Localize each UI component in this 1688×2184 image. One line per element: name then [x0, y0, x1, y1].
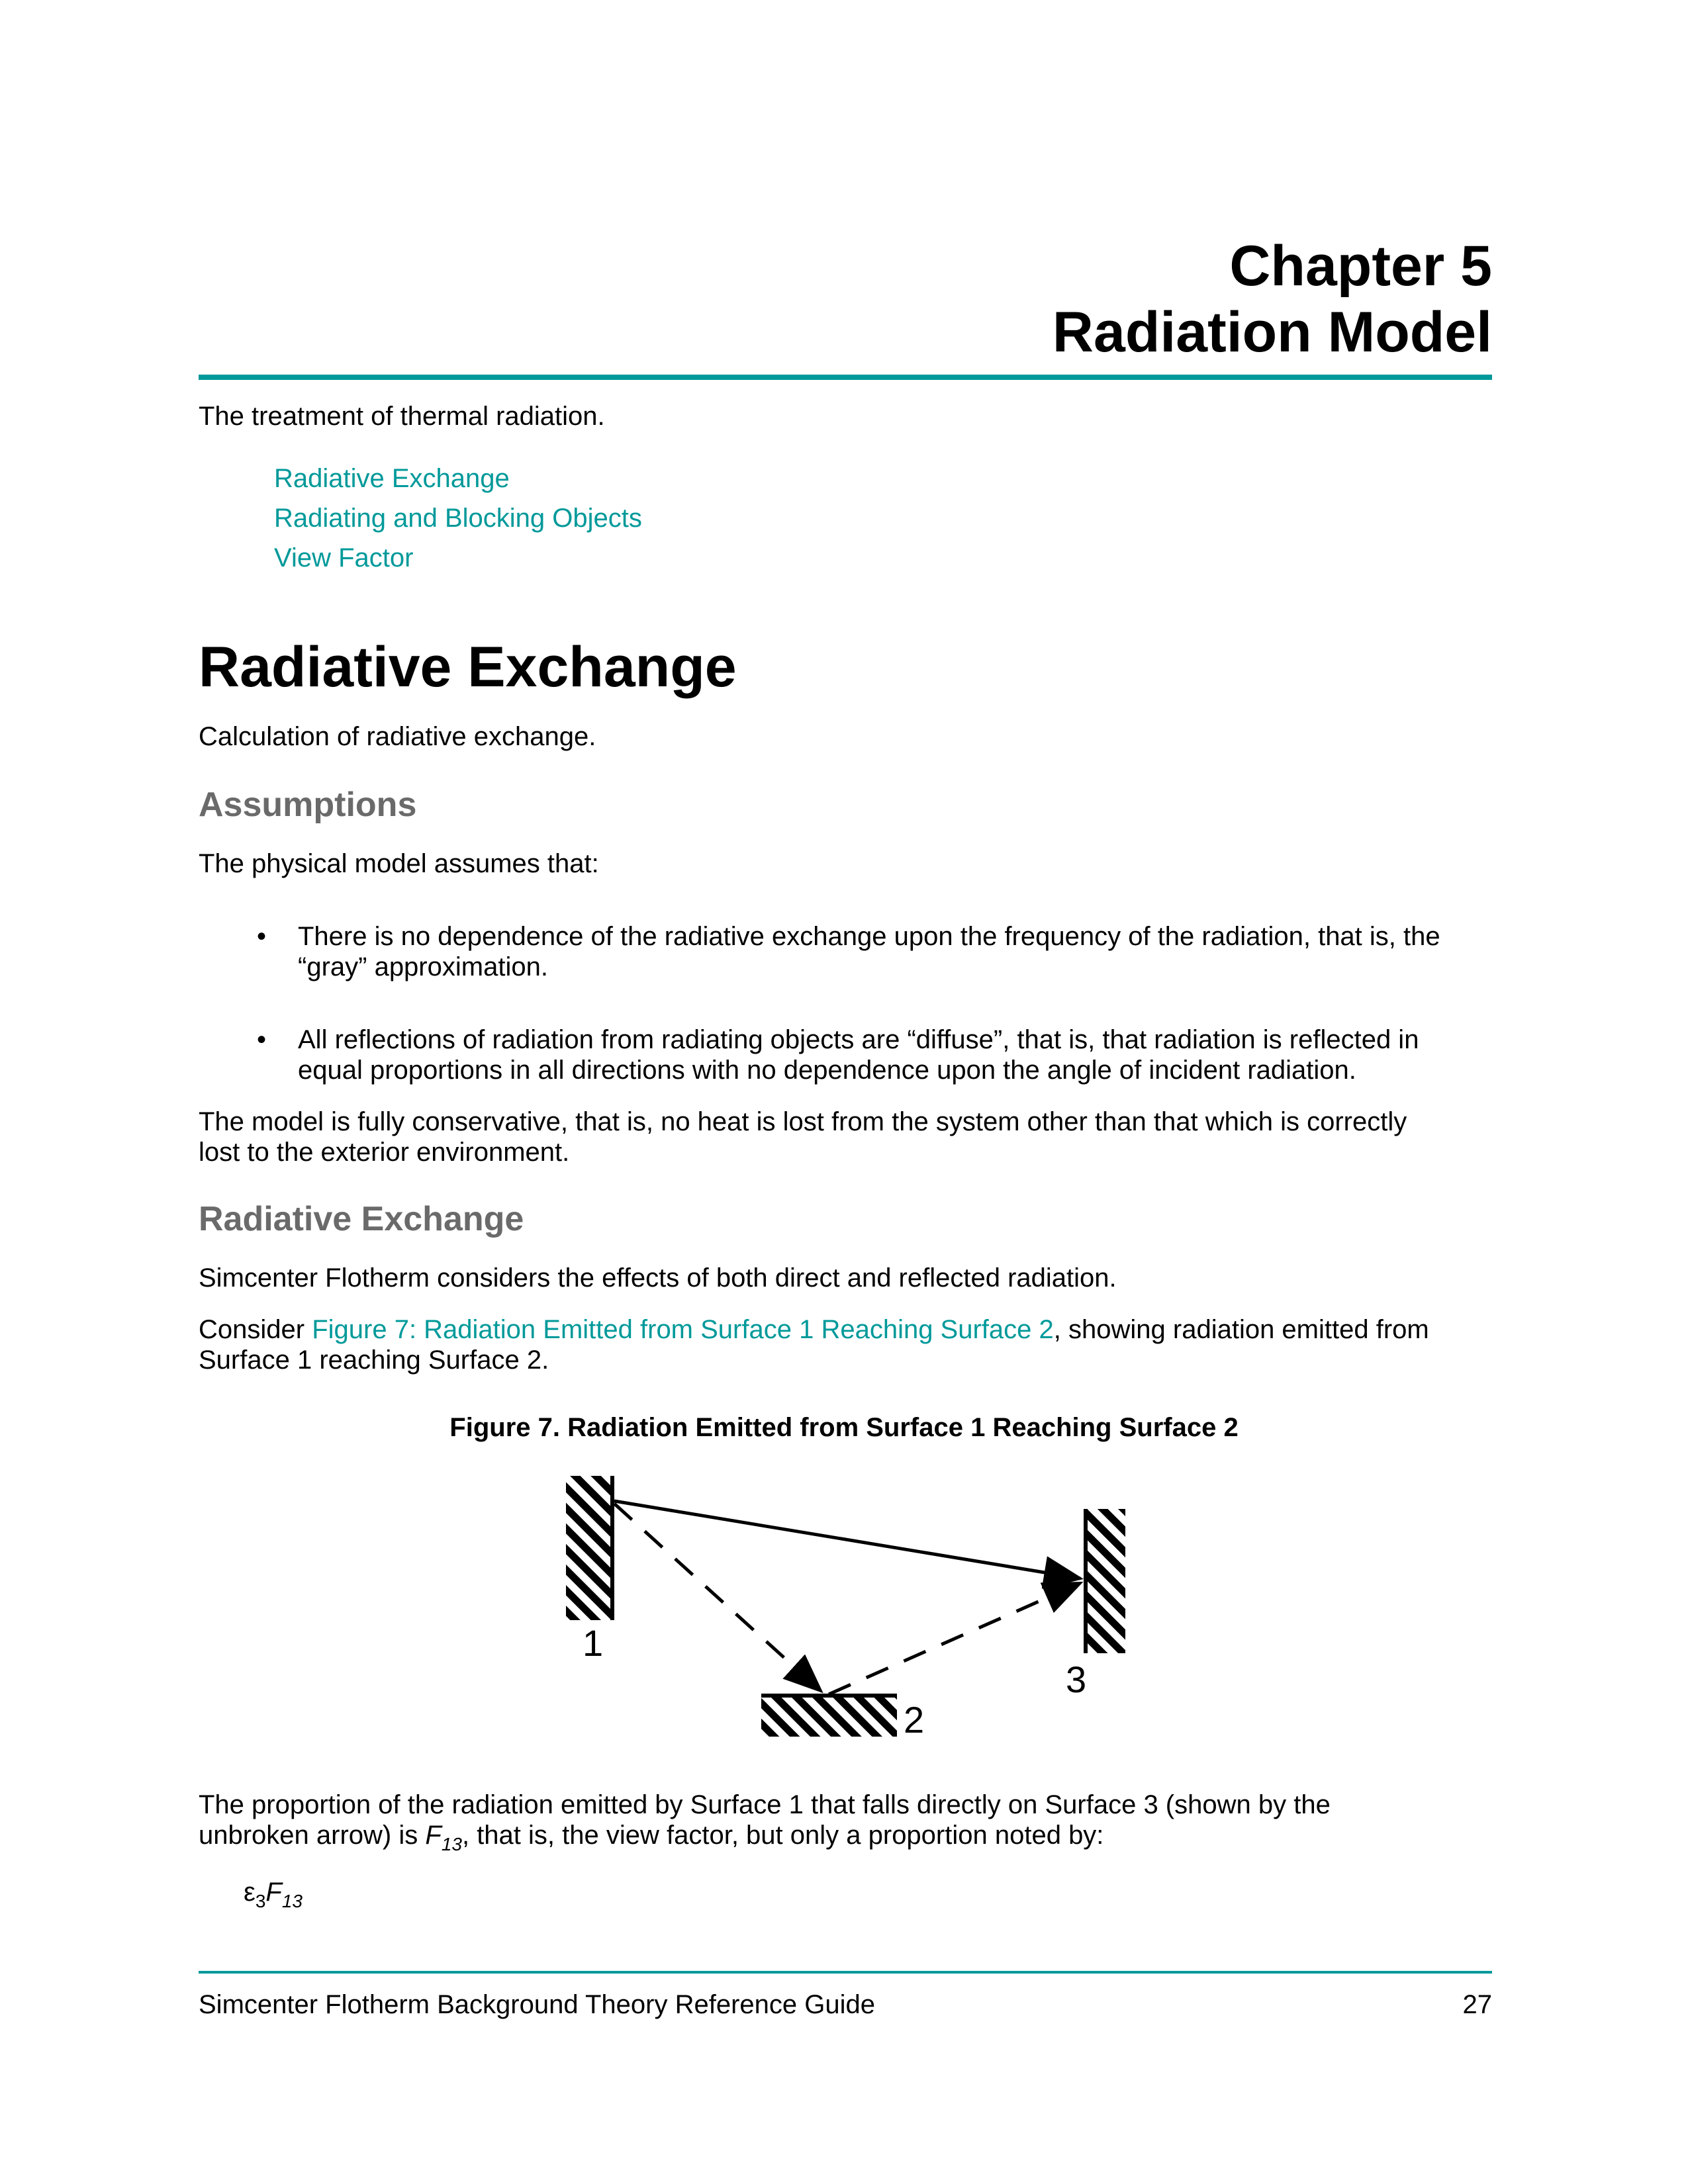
bullet-1-line2: “gray” approximation. [298, 952, 548, 981]
chapter-number: Chapter 5 [1229, 234, 1492, 298]
equation-epsilon: ε [244, 1878, 256, 1907]
figure-7-link[interactable]: Figure 7: Radiation Emitted from Surface 1 Reaching Surface 2 [312, 1315, 1054, 1344]
assumptions-conclusion-line1: The model is fully conservative, that is, no heat is lost from the system other than that which is correctly [199, 1107, 1407, 1136]
surface-1-label: 1 [583, 1622, 604, 1664]
exchange-para2-line1 [199, 1314, 1496, 1345]
assumptions-heading: Assumptions [199, 786, 417, 824]
surface-3-label: 3 [1066, 1659, 1087, 1700]
figure-caption: Figure 7. Radiation Emitted from Surface 1 Reaching Surface 2 [449, 1413, 1239, 1442]
proportion-line2-suffix: , that is, the view factor, but only a proportion noted by: [461, 1821, 1104, 1850]
footer-rule [199, 1971, 1492, 1974]
radiation-figure [530, 1456, 1158, 1760]
view-factor-symbol: F [425, 1821, 442, 1850]
bullet-2-line2: equal proportions in all directions with no dependence upon the angle of incident radiation. [298, 1056, 1356, 1085]
proportion-line1: The proportion of the radiation emitted by Surface 1 that falls directly on Surface 3 (shown by the [199, 1790, 1331, 1819]
exchange-para2-line2: Surface 1 reaching Surface 2. [199, 1345, 549, 1375]
toc-link-radiative-exchange[interactable]: Radiative Exchange [274, 464, 510, 493]
bullet-2-line1: All reflections of radiation from radiating objects are “diffuse”, that is, that radiation is reflected in [298, 1025, 1419, 1054]
equation-f-subscript: 13 [281, 1891, 303, 1911]
surface-2 [761, 1696, 897, 1737]
bullet-marker: • [257, 1025, 267, 1054]
exchange-para1: Simcenter Flotherm considers the effects of both direct and reflected radiation. [199, 1263, 1117, 1293]
proportion-line2 [199, 1820, 1496, 1860]
chapter-intro: The treatment of thermal radiation. [199, 402, 605, 431]
surface-3 [1086, 1509, 1125, 1653]
equation [244, 1877, 303, 1917]
assumptions-conclusion-line2: lost to the exterior environment. [199, 1138, 570, 1167]
section-subtitle: Calculation of radiative exchange. [199, 722, 596, 751]
equation-f: F [265, 1878, 282, 1907]
footer-title: Simcenter Flotherm Background Theory Reference Guide [199, 1990, 875, 2019]
surface-1 [566, 1476, 612, 1620]
bullet-marker: • [257, 922, 267, 951]
reflected-to-surface3-arrow [829, 1583, 1080, 1694]
toc-link-radiating-blocking-objects[interactable]: Radiating and Blocking Objects [274, 504, 642, 533]
proportion-line2-prefix: unbroken arrow) is [199, 1821, 426, 1850]
exchange-para2-suffix: , showing radiation emitted from [1053, 1315, 1429, 1344]
toc-link-view-factor[interactable]: View Factor [274, 543, 414, 572]
chapter-rule [199, 375, 1492, 380]
exchange-para2-prefix: Consider [199, 1315, 312, 1344]
chapter-title: Radiation Model [1052, 300, 1492, 364]
bullet-1-line1: There is no dependence of the radiative exchange upon the frequency of the radiation, that is, the [298, 922, 1440, 951]
page-number: 27 [1462, 1990, 1492, 2019]
surface-2-label: 2 [904, 1699, 925, 1741]
view-factor-subscript: 13 [441, 1834, 462, 1854]
equation-epsilon-subscript: 3 [255, 1891, 266, 1911]
assumptions-lead: The physical model assumes that: [199, 849, 599, 878]
section-title: Radiative Exchange [199, 635, 737, 699]
exchange-heading: Radiative Exchange [199, 1200, 524, 1238]
